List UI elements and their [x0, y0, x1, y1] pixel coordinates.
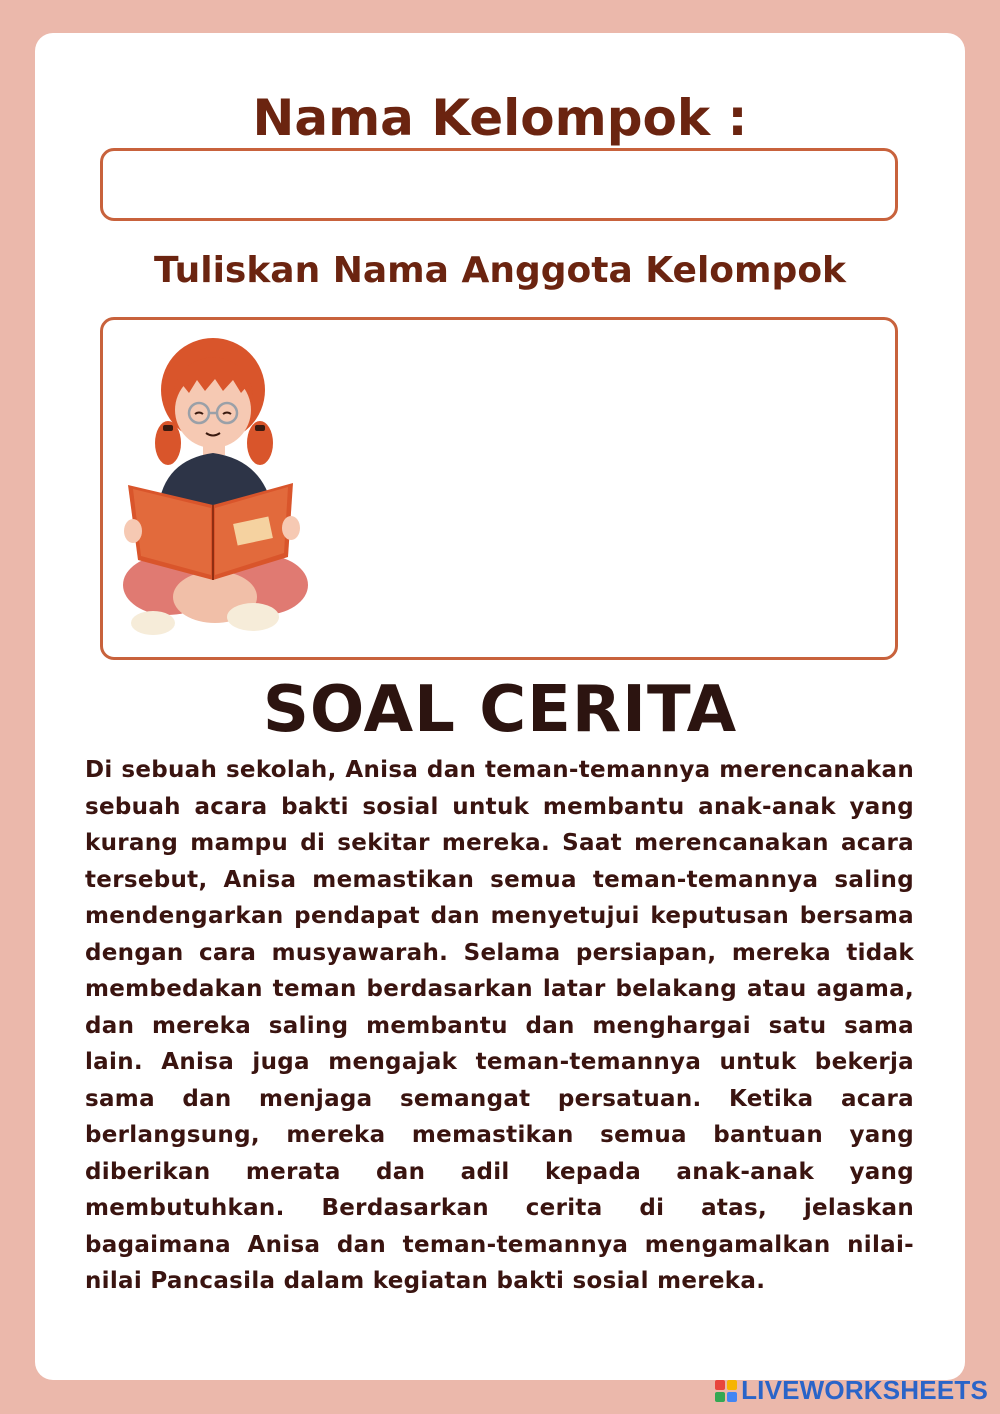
brand-watermark: [715, 1375, 988, 1406]
group-name-input[interactable]: [100, 148, 898, 221]
members-title: Tuliskan Nama Anggota Kelompok: [154, 250, 846, 291]
members-input[interactable]: [323, 338, 877, 642]
liveworksheets-logo-icon: [715, 1380, 737, 1402]
story-text: Di sebuah sekolah, Anisa dan teman-temannya merencanakan sebuah acara bakti sosial untuk membantu anak-anak yang kurang mampu di sekitar mereka. Saat merencanakan acara tersebut, Anisa memastikan semua teman-temannya saling mendengarkan pendapat dan menyetujui keputusan bersama dengan cara musyawarah. Selama persiapan, mereka tidak membedakan teman berdasarkan latar belakang atau agama, dan mereka saling membantu dan menghargai satu sama lain. Anisa juga mengajak teman-temannya untuk bekerja sama dan menjaga semangat persatuan. Ketika acara berlangsung, mereka memastikan semua bantuan yang diberikan merata dan adil kepada anak-anak yang membutuhkan. Berdasarkan cerita di atas, jelaskan bagaimana Anisa dan teman-temannya mengamalkan nilai-nilai Pancasila dalam kegiatan bakti sosial mereka.: [85, 757, 914, 1294]
girl-reading-book-icon: [123, 335, 313, 640]
story-title: SOAL CERITA: [262, 673, 738, 747]
brand-name: LIVEWORKSHEETS: [741, 1375, 988, 1405]
worksheet-card: [35, 33, 965, 1380]
group-name-title: Nama Kelompok :: [252, 89, 748, 147]
